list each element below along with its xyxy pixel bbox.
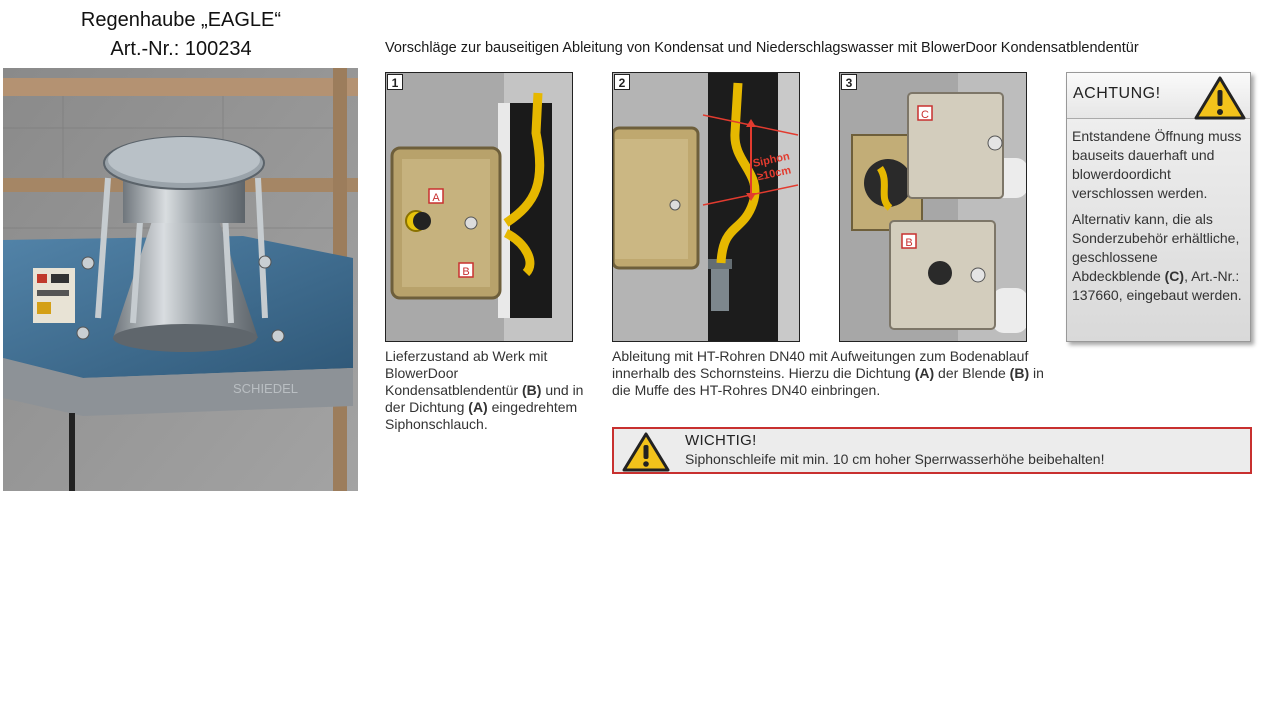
- step-1-label-b: B: [462, 266, 470, 278]
- step-1-caption: [385, 348, 585, 433]
- product-name: Regenhaube „EAGLE“: [80, 9, 282, 31]
- caption-1-ref-a: (A): [468, 399, 488, 415]
- achtung-paragraph-1: Entstandene Öffnung muss bauseits dauerhaft und blowerdoordicht verschlossen werden.: [1072, 128, 1242, 201]
- warning-triangle-icon: [622, 432, 670, 472]
- achtung-title: ACHTUNG!: [1073, 85, 1161, 102]
- caption-2-ref-a: (A): [914, 365, 935, 381]
- caption-1-text-3: eingedrehtem Siphonschlauch.: [385, 399, 578, 432]
- wichtig-text: Siphonschleife mit min. 10 cm hoher Sperrwasserhöhe beibehalten!: [685, 451, 1105, 467]
- wichtig-title: WICHTIG!: [685, 432, 757, 449]
- achtung-paragraph-2: [1072, 210, 1248, 305]
- step-1-label-a: A: [432, 192, 440, 204]
- caption-1-ref-b: (B): [522, 382, 542, 398]
- achtung-paragraph-2-text-1: Alternativ kann, die als Sonderzubehör erhältliche, geschlossene Abdeckblende: [1072, 211, 1240, 284]
- achtung-ref-c: (C): [1164, 268, 1185, 284]
- caption-1-text-1: Lieferzustand ab Werk mit BlowerDoor Kondensatblendentür: [385, 348, 548, 398]
- step-3-number: 3: [841, 74, 857, 90]
- achtung-paragraph-2-text-2: , Art.-Nr.: 137660, eingebaut werden.: [1072, 268, 1242, 303]
- product-article-number: Art.-Nr.: 100234: [110, 38, 252, 60]
- headline: Vorschläge zur bauseitigen Ableitung von Kondensat und Niederschlagswasser mit BlowerDoor Kondensatblendentür: [385, 40, 1139, 56]
- step-2-number: 2: [614, 74, 630, 90]
- caption-1-text-2: und in der Dichtung: [385, 382, 584, 415]
- product-photo: [3, 68, 358, 491]
- step-1-number: 1: [387, 74, 403, 90]
- step-1-photo: [385, 72, 573, 342]
- wichtig-box: [612, 427, 1252, 474]
- siphon-annotation-height: ≥10cm: [756, 164, 793, 184]
- step-2-photo: [612, 72, 800, 342]
- product-title: [0, 6, 362, 64]
- caption-2-text-3: in die Muffe des HT-Rohres DN40 einbringen.: [612, 365, 1044, 398]
- caption-2-text-2: der Blende: [934, 365, 1010, 381]
- step-2-caption: [612, 348, 1052, 399]
- siphon-annotation-label: Siphon: [751, 150, 791, 170]
- warning-triangle-icon: [1194, 76, 1246, 120]
- step-3-label-b: B: [905, 237, 913, 249]
- step-3-label-c: C: [921, 109, 929, 121]
- plate-brand: SCHIEDEL: [233, 381, 299, 396]
- step-3-photo: [839, 72, 1027, 342]
- achtung-header: [1067, 73, 1250, 119]
- caption-2-ref-b: (B): [1009, 365, 1030, 381]
- caption-2-text-1: Ableitung mit HT-Rohren DN40 mit Aufweitungen zum Bodenablauf innerhalb des Schornsteins. Hierzu die Dichtung: [612, 348, 1029, 381]
- achtung-box: [1066, 72, 1251, 342]
